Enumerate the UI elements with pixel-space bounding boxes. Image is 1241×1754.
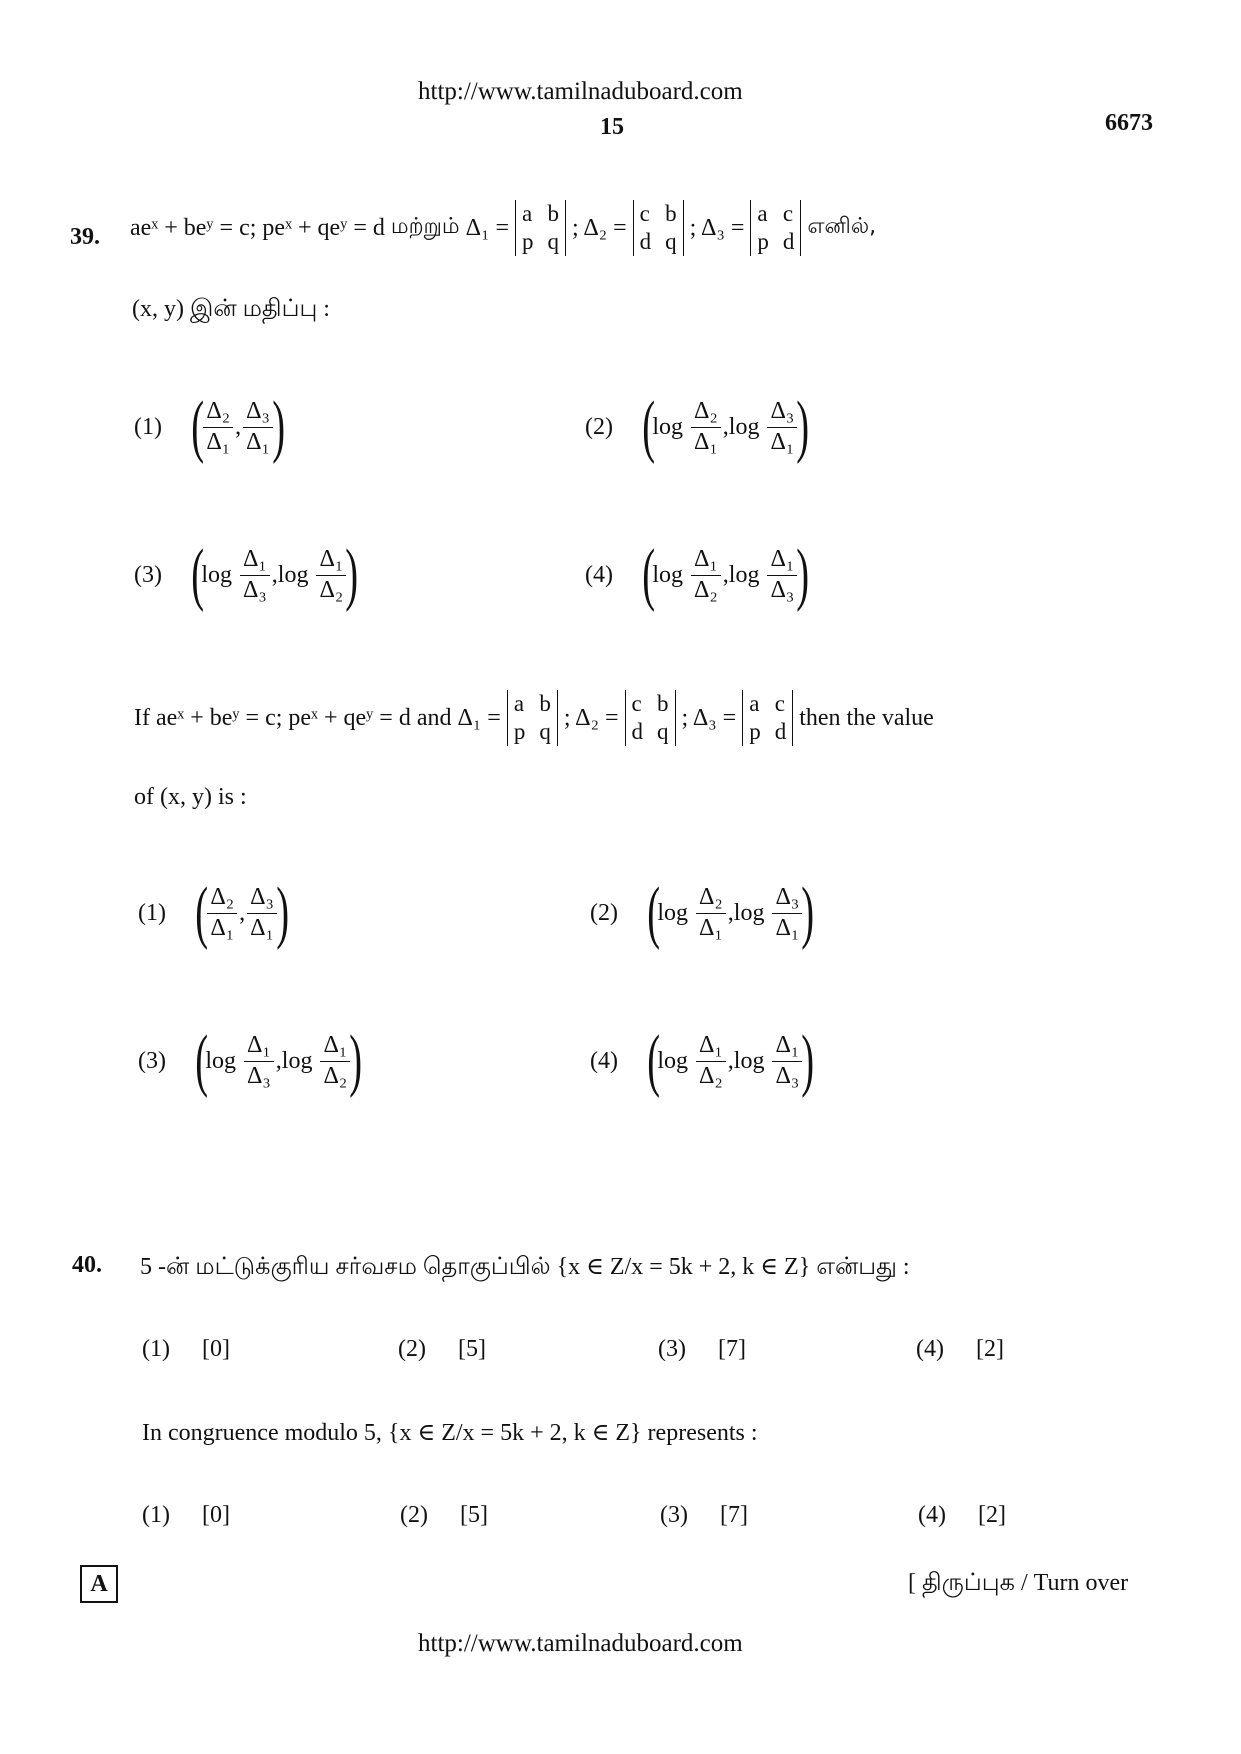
turn-over-note: [ திருப்புக / Turn over	[908, 1570, 1129, 1596]
question-39-tamil-statement	[130, 200, 876, 256]
determinant-3-en: a c p d	[742, 690, 793, 746]
q40-english-option-4[interactable]: (4) [2]	[918, 1502, 1006, 1528]
q40-tamil-option-3[interactable]: (3) [7]	[658, 1336, 746, 1362]
determinant-1: a b p q	[515, 200, 566, 256]
q40-tamil-option-2[interactable]: (2) [5]	[398, 1336, 486, 1362]
question-40-tamil-statement: 5 -ன் மட்டுக்குரிய சர்வசம தொகுப்பில் {x ∈ Z/x = 5k + 2, k ∈ Z} என்பது :	[140, 1254, 910, 1280]
q40-english-option-1[interactable]: (1) [0]	[142, 1502, 230, 1528]
determinant-2: c b d q	[633, 200, 684, 256]
determinant-3: a c p d	[750, 200, 801, 256]
q39-english-option-4[interactable]: (4) ( log $\frac{\text{Δ₁}}{\text{Δ₂}}$ , log $\frac{\text{Δ₁}}{\text{Δ₃}}$ )	[590, 1022, 815, 1099]
page-number: 15	[600, 114, 624, 140]
question-39-number: 39.	[70, 224, 100, 250]
conjunction: மற்றும்	[390, 214, 460, 240]
q40-english-option-2[interactable]: (2) [5]	[400, 1502, 488, 1528]
q39-tamil-option-3[interactable]: (3) ( log $\frac{\text{Δ₁}}{\text{Δ₃}}$ , log $\frac{\text{Δ₁}}{\text{Δ₂}}$ )	[134, 536, 359, 613]
delta2-label-en: ; Δ₂ =	[563, 704, 619, 731]
question-39-tamil-line2: (x, y) இன் மதிப்பு :	[132, 296, 330, 322]
paper-code: 6673	[1105, 110, 1153, 136]
delta2-label: ; Δ₂ =	[571, 214, 627, 241]
english-suffix: then the value	[799, 704, 934, 731]
determinant-2-en: c b d q	[625, 690, 676, 746]
delta3-label-en: ; Δ₃ =	[681, 704, 737, 731]
header-url[interactable]: http://www.tamilnaduboard.com	[418, 78, 743, 105]
footer-url[interactable]: http://www.tamilnaduboard.com	[418, 1630, 743, 1657]
equation-1: aeˣ + beʸ = c;	[130, 214, 257, 241]
q39-english-option-3[interactable]: (3) ( log $\frac{\text{Δ₁}}{\text{Δ₃}}$ , log $\frac{\text{Δ₁}}{\text{Δ₂}}$ )	[138, 1022, 363, 1099]
question-39-english-statement	[134, 690, 934, 746]
delta1-label: Δ₁ =	[465, 214, 509, 241]
q39-tamil-option-4[interactable]: (4) ( log $\frac{\text{Δ₁}}{\text{Δ₂}}$ , log $\frac{\text{Δ₁}}{\text{Δ₃}}$ )	[585, 536, 810, 613]
q39-english-option-1[interactable]: (1) ( $\frac{\text{Δ₂}}{\text{Δ₁}}$ , $\frac{\text{Δ₃}}{\text{Δ₁}}$ )	[138, 874, 290, 951]
q40-tamil-option-1[interactable]: (1) [0]	[142, 1336, 230, 1362]
question-40-number: 40.	[72, 1252, 102, 1278]
q39-tamil-option-2[interactable]: (2) ( log $\frac{\text{Δ₂}}{\text{Δ₁}}$ , log $\frac{\text{Δ₃}}{\text{Δ₁}}$ )	[585, 388, 810, 465]
question-39-english-line2: of (x, y) is :	[134, 784, 247, 810]
delta1-label-en: Δ₁ =	[457, 704, 501, 731]
q40-tamil-option-4[interactable]: (4) [2]	[916, 1336, 1004, 1362]
equation-2: peˣ + qeʸ = d	[262, 214, 385, 241]
booklet-type-box: A	[80, 1565, 118, 1603]
delta3-label: ; Δ₃ =	[689, 214, 745, 241]
q40-english-option-3[interactable]: (3) [7]	[660, 1502, 748, 1528]
q39-tamil-option-1[interactable]: (1) ( $\frac{\text{Δ₂}}{\text{Δ₁}}$ , $\frac{\text{Δ₃}}{\text{Δ₁}}$ )	[134, 388, 286, 465]
q39-english-option-2[interactable]: (2) ( log $\frac{\text{Δ₂}}{\text{Δ₁}}$ , log $\frac{\text{Δ₃}}{\text{Δ₁}}$ )	[590, 874, 815, 951]
english-prefix: If aeˣ + beʸ = c; peˣ + qeʸ = d and	[134, 704, 452, 731]
question-40-english-statement: In congruence modulo 5, {x ∈ Z/x = 5k + 2, k ∈ Z} represents :	[142, 1420, 758, 1446]
tamil-suffix: எனில்,	[807, 214, 877, 240]
determinant-1-en: a b p q	[507, 690, 558, 746]
